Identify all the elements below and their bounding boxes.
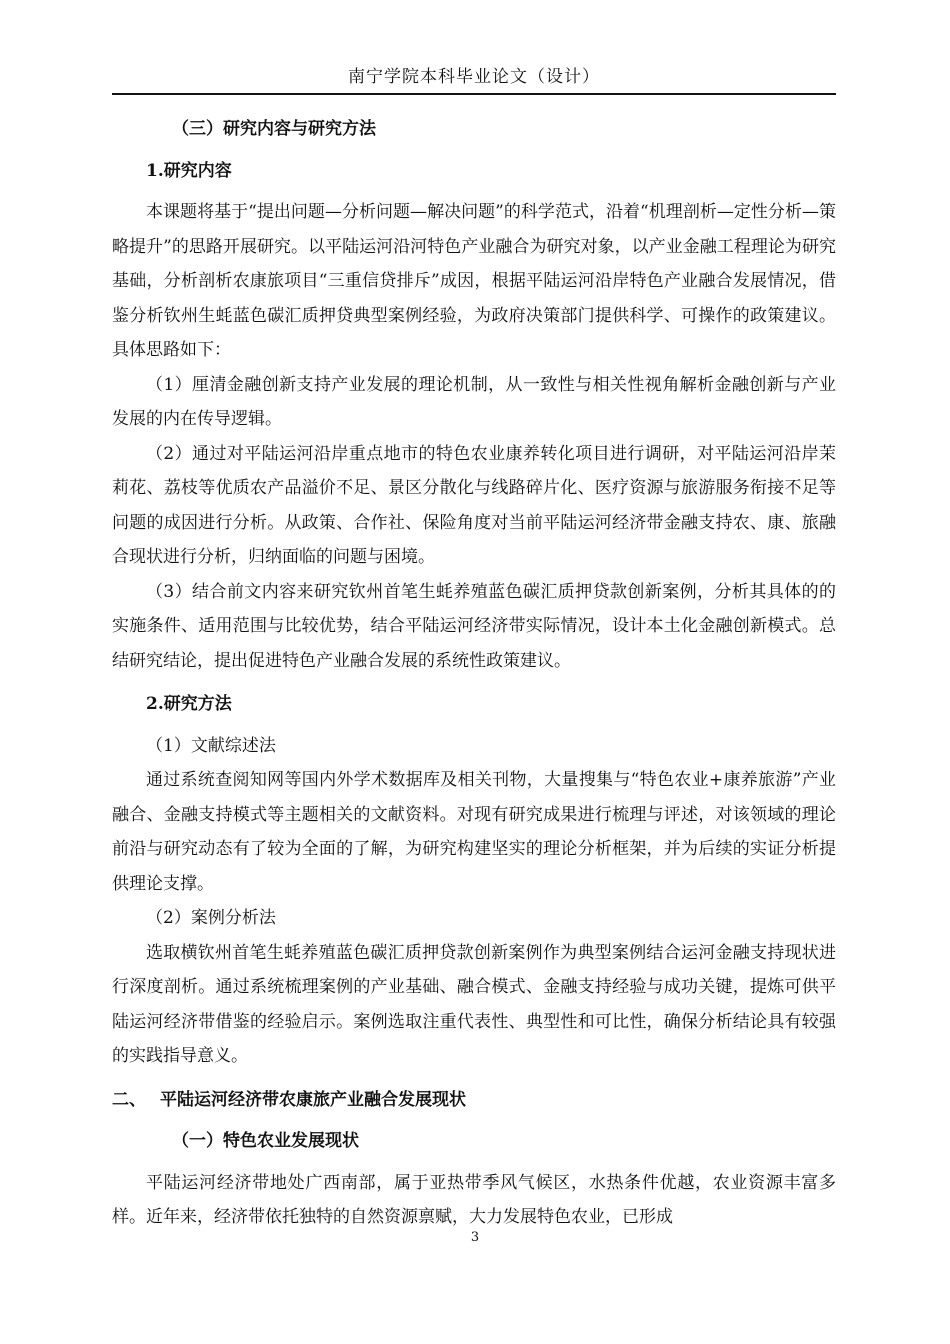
method-title-literature-review: （1）文献综述法 xyxy=(146,735,276,756)
subsection-heading-research-methods: 2.研究方法 xyxy=(146,694,232,714)
paragraph-literature-review: 通过系统查阅知网等国内外学术数据库及相关刊物，大量搜集与“特色农业+康养旅游”产业融合、金融支持模式等主题相关的文献资料。对现有研究成果进行梳理与评述，对该领域的理论前沿与研究动态有了较为全面的了解，为研究构建坚实的理论分析框架，并为后续的实证分析提供理论支撑。 xyxy=(112,770,836,894)
subsection-heading-research-content: 1.研究内容 xyxy=(146,160,232,181)
list-item-research-1: （1）厘清金融创新支持产业发展的理论机制，从一致性与相关性视角解析金融创新与产业发展的内在传导逻辑。 xyxy=(112,374,836,429)
paragraph-case-analysis: 选取横钦州首笔生蚝养殖蓝色碳汇质押贷款创新案例作为典型案例结合运河金融支持现状进行深度剖析。通过系统梳理案例的产业基础、融合模式、金融支持经验与成功关键，提炼可供平陆运河经济带借鉴的经验启示。案例选取注重代表性、典型性和可比性，确保分析结论具有较强的实践指导意义。 xyxy=(112,942,836,1066)
method-title-case-analysis: （2）案例分析法 xyxy=(146,908,276,928)
document-body xyxy=(112,112,836,1235)
list-item-research-2: （2）通过对平陆运河沿岸重点地市的特色农业康养转化项目进行调研，对平陆运河沿岸茉莉花、荔枝等优质农产品溢价不足、景区分散化与线路碎片化、医疗资源与旅游服务衔接不足等问题的成因进行分析。从政策、合作社、保险角度对当前平陆运河经济带金融支持农、康、旅融合现状进行分析，归纳面临的问题与困境。 xyxy=(112,443,836,567)
header-rule xyxy=(112,93,836,95)
section-heading-research-content-methods: （三）研究内容与研究方法 xyxy=(172,119,376,139)
page-header: 南宁学院本科毕业论文（设计） xyxy=(348,67,600,87)
chapter-number: 二、 xyxy=(112,1089,146,1110)
paragraph-agriculture-status: 平陆运河经济带地处广西南部，属于亚热带季风气候区，水热条件优越，农业资源丰富多样。近年来，经济带依托独特的自然资源禀赋，大力发展特色农业，已形成 xyxy=(112,1172,836,1227)
chapter-title: 平陆运河经济带农康旅产业融合发展现状 xyxy=(160,1089,466,1110)
paragraph-research-overview: 本课题将基于“提出问题—分析问题—解决问题”的科学范式，沿着“机理剖析—定性分析—策略提升”的思路开展研究。以平陆运河沿河特色产业融合为研究对象，以产业金融工程理论为研究基础，分析剖析农康旅项目“三重信贷排斥”成因，根据平陆运河沿岸特色产业融合发展情况，借鉴分析钦州生蚝蓝色碳汇质押贷典型案例经验，为政府决策部门提供科学、可操作的政策建议。具体思路如下： xyxy=(112,202,836,360)
chapter-heading-two xyxy=(112,1083,836,1118)
section-heading-agriculture-status: （一）特色农业发展现状 xyxy=(172,1131,359,1151)
page-number: 3 xyxy=(470,1230,480,1245)
list-item-research-3: （3）结合前文内容来研究钦州首笔生蚝养殖蓝色碳汇质押贷款创新案例，分析其具体的的实施条件、适用范围与比较优势，结合平陆运河经济带实际情况，设计本土化金融创新模式。总结研究结论，提出促进特色产业融合发展的系统性政策建议。 xyxy=(112,581,836,671)
